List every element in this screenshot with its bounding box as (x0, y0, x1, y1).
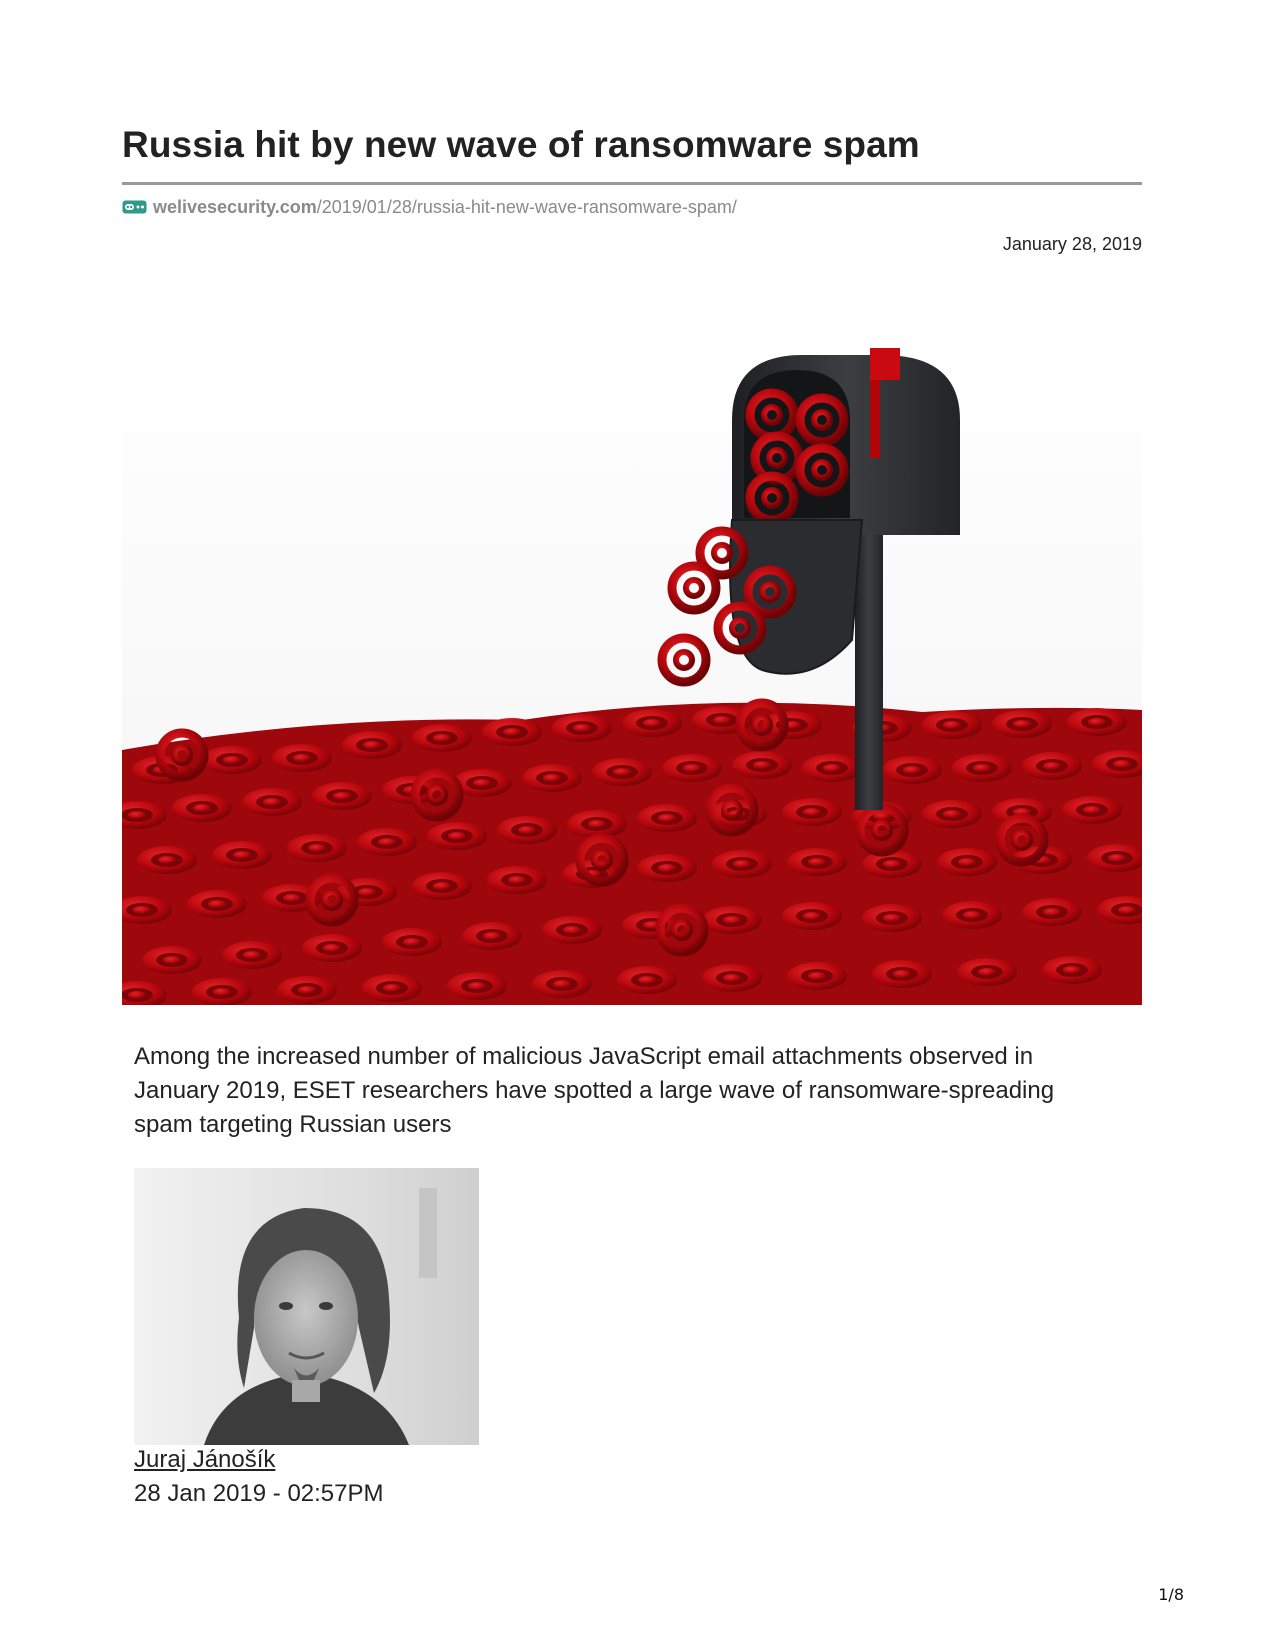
page-number: 1/8 (1158, 1585, 1184, 1604)
publish-date: January 28, 2019 (1002, 234, 1142, 254)
title-divider (122, 182, 1142, 185)
post-timestamp: 28 Jan 2019 - 02:57PM (134, 1480, 384, 1507)
mailbox-spam-illustration (122, 340, 1142, 1005)
source-path[interactable]: /2019/01/28/russia-hit-new-wave-ransomware-spam/ (316, 196, 737, 217)
article-lede: Among the increased number of malicious JavaScript email attachments observed in January 2019, ESET researchers have spotted a large wave of ransomware-spreading spam targeting Russian users (134, 1043, 1055, 1138)
author-name-link[interactable]: Juraj Jánošík (134, 1446, 276, 1473)
author-photo (134, 1168, 479, 1445)
source-link[interactable] (122, 195, 737, 219)
article-title: Russia hit by new wave of ransomware spam (122, 124, 920, 165)
source-domain[interactable]: welivesecurity.com (153, 196, 317, 217)
hero-image (122, 340, 1142, 1005)
at-symbol-pile (122, 703, 1142, 1005)
reader-link-icon (122, 200, 147, 214)
author-portrait (134, 1168, 479, 1445)
